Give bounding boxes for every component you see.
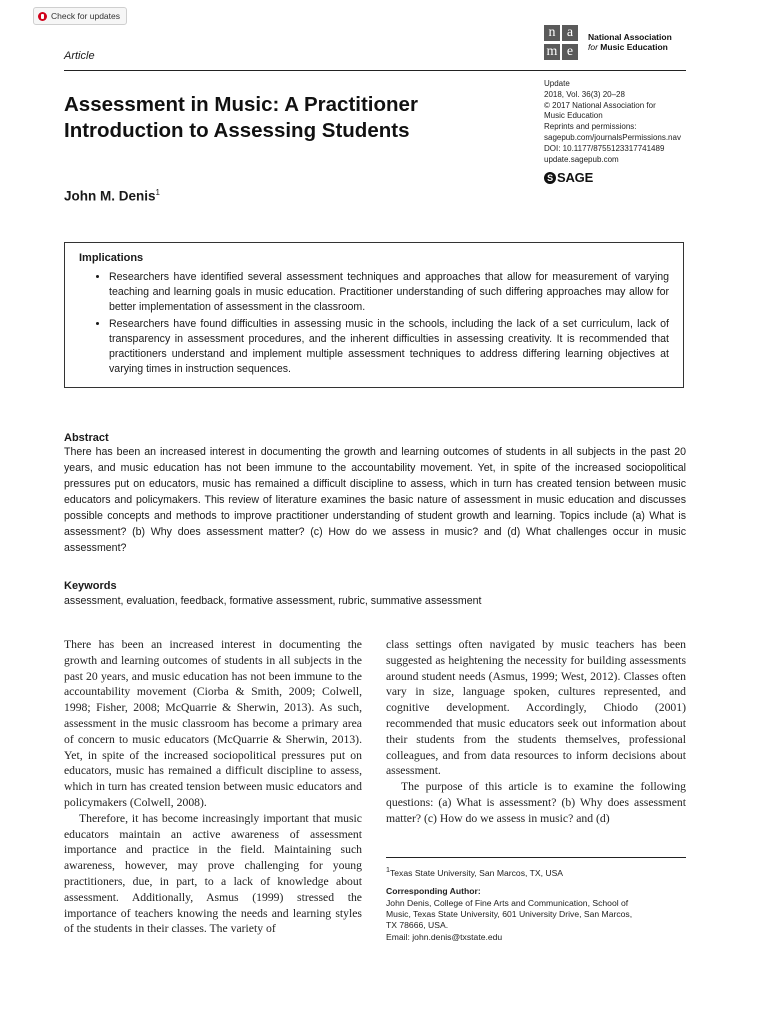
doi-link[interactable]: DOI: 10.1177/8755123317741489	[544, 143, 665, 153]
publisher-name: SAGE	[557, 170, 594, 185]
name-logo	[544, 24, 686, 66]
journal-site-link[interactable]: update.sagepub.com	[544, 154, 619, 164]
footnote-rule	[386, 857, 686, 858]
article-type-label: Article	[64, 50, 95, 62]
implication-item: • Researchers have identified several assessment techniques and approaches that allow for measurement of varying teaching and learning goals in music education. Practitioner understanding of such differing approaches may allow for better implementation of assessment in the classroom.	[109, 270, 669, 316]
journal-name: Update	[544, 79, 570, 88]
corresponding-author-email[interactable]: Email: john.denis@txstate.edu	[386, 931, 503, 942]
body-column-left	[64, 637, 362, 937]
reprints-label: Reprints and permissions:	[544, 122, 637, 132]
keywords-text: assessment, evaluation, feedback, formative assessment, rubric, summative assessment	[64, 595, 482, 607]
abstract-section	[64, 432, 686, 556]
sage-s-icon: S	[544, 172, 556, 184]
logo-letter-n: n	[544, 25, 560, 41]
sage-logo	[544, 170, 593, 185]
logo-line1: National Association	[588, 32, 672, 42]
logo-letter-e: e	[562, 44, 578, 60]
corresponding-author-line: Music, Texas State University, 601 University Drive, San Marcos,	[386, 909, 633, 920]
journal-info	[544, 79, 694, 165]
copyright-line: © 2017 National Association for	[544, 100, 656, 110]
corresponding-author-label: Corresponding Author:	[386, 886, 481, 897]
abstract-text: There has been an increased interest in documenting the growth and learning outcomes of students in all subjects in the past 20 years, and music education has not been immune to the accountability movement. Yet, in spite of the increased sociopolitical pressures put on educators, music has remained a difficult discipline to assess, which in turn has created tension between music educators and policymakers. This review of literature examines the basic nature of assessment in music education and discusses possible concepts and methods to improve practitioner understanding of student growth and learning. Topics include (a) What is assessment? (b) Why does assessment matter? (c) How do we assess in music? and (d) What challenges occur in music assessment?	[64, 446, 686, 554]
header-rule	[64, 70, 686, 71]
logo-line2: for Music Education	[588, 42, 668, 52]
abstract-heading: Abstract	[64, 432, 109, 444]
implications-box	[64, 242, 684, 388]
body-paragraph: There has been an increased interest in documenting the growth and learning outcomes of students in all subjects in the past 20 years, and music education has not been immune to the accountability movement (Ciorba & Smith, 2009; Colwell, 1998; Fisher, 2008; McQuarrie & Sherwin, 2013). As such, assessment in the music classroom has become a primary area of concern to music educators (McQuarrie & Sherwin, 2013). Yet, in spite of the increased sociopolitical pressures put on educators, music has remained a difficult discipline to assess, which in turn has created tension between music educators and policymakers (Colwell, 2008).	[64, 638, 362, 809]
body-paragraph: The purpose of this article is to examine the following questions: (a) What is assessment? (b) Why does assessment matter? (c) How do we assess in music? and (d)	[386, 780, 686, 825]
crossmark-icon	[38, 12, 47, 21]
check-for-updates-button[interactable]	[33, 7, 127, 25]
implications-heading: Implications	[79, 252, 144, 264]
author-name: John M. Denis$^1$	[64, 188, 160, 204]
implication-item: • Researchers have found difficulties in assessing music in the schools, including the lack of a set curriculum, lack of transparency in assessment procedures, and the inherent difficulties in assessing creativity. It is recommended that practitioners understand and implement multiple assessment techniques to address differing learning objectives at varying times in instruction sequences.	[109, 317, 669, 378]
logo-text	[588, 32, 672, 52]
journal-volume: 2018, Vol. 36(3) 20–28	[544, 89, 625, 99]
permissions-link[interactable]: sagepub.com/journalsPermissions.nav	[544, 132, 681, 142]
corresponding-author-line: John Denis, College of Fine Arts and Communication, School of	[386, 897, 629, 908]
affiliation-note: $^1$Texas State University, San Marcos, TX, USA	[386, 866, 564, 878]
body-paragraph: class settings often navigated by music teachers has been suggested as heightening the necessity for building assessments around student needs (Asmus, 1999; West, 2012). Classes often vary in size, language spoken, cultures represented, and cognitive development. Accordingly, Chiodo (2001) recommended that music educators seek out information about their students from the students themselves, professional colleagues, and from data resources to inform decisions about assessment.	[386, 638, 686, 778]
body-paragraph: Therefore, it has become increasingly important that music educators maintain an active awareness of assessment importance and practice in the field. Maintaining such awareness, however, may prove challenging for young practitioners, due, in part, to a lack of knowledge about assessment. Additionally, Asmus (1999) stressed the importance of teachers knowing the needs and learning styles of the students in their classes. The variety of	[64, 811, 362, 936]
check-for-updates-label: Check for updates	[51, 11, 120, 21]
implications-list	[79, 270, 669, 377]
keywords-section	[64, 580, 686, 609]
copyright-line-2: Music Education	[544, 111, 603, 121]
logo-letter-a: a	[562, 25, 578, 41]
body-column-right	[386, 637, 686, 827]
keywords-heading: Keywords	[64, 580, 117, 592]
corresponding-author-line: TX 78666, USA.	[386, 920, 449, 931]
paper-title: Assessment in Music: A Practitioner Introduction to Assessing Students	[64, 93, 418, 142]
logo-letter-m: m	[544, 44, 560, 60]
footnotes	[386, 865, 686, 943]
